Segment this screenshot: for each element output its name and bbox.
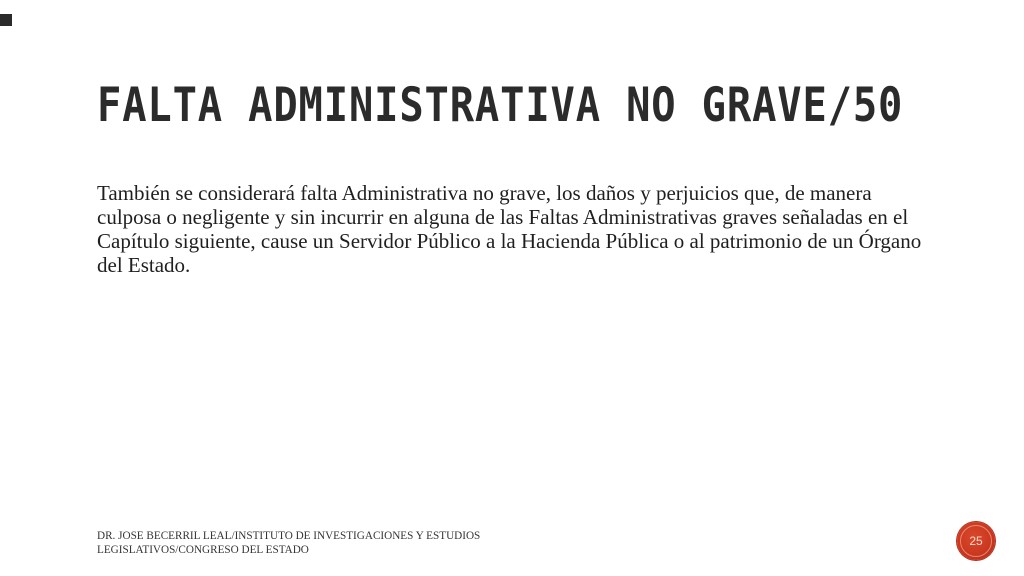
slide-title: FALTA ADMINISTRATIVA NO GRAVE/50 — [97, 78, 904, 133]
slide-footer: DR. JOSE BECERRIL LEAL/INSTITUTO DE INVESTIGACIONES Y ESTUDIOS LEGISLATIVOS/CONGRESO DEL ESTADO — [97, 530, 481, 556]
page-number: 25 — [969, 534, 983, 548]
corner-mark — [0, 14, 12, 26]
page-number-badge — [957, 522, 995, 560]
slide-body-text: También se considerará falta Administrativa no grave, los daños y perjuicios que, de manera culposa o negligente y sin incurrir en alguna de las Faltas Administrativas graves señaladas en el Capítulo siguiente, cause un Servidor Público a la Hacienda Pública o al patrimonio de un Órgano del Estado. — [97, 181, 922, 277]
